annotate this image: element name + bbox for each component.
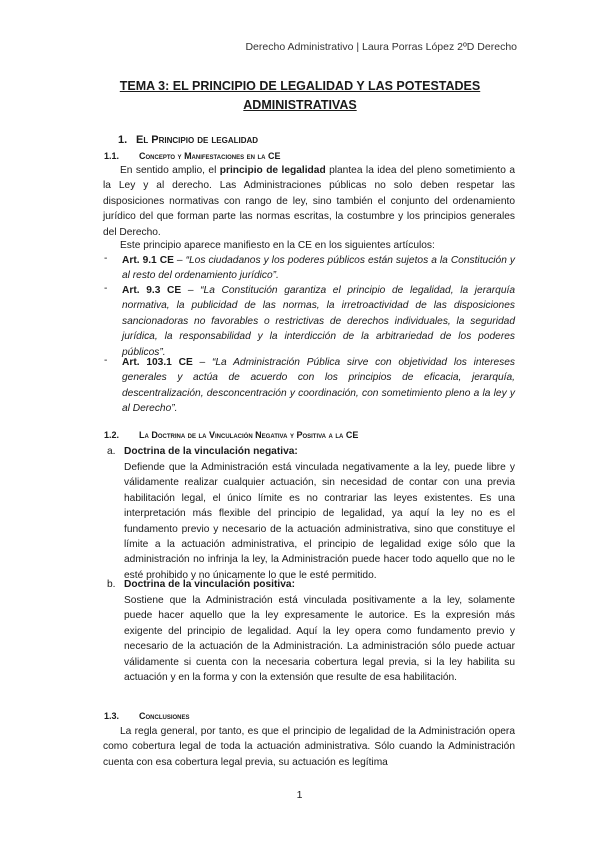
section-1-2-heading: La Doctrina de la Vinculación Negativa y Positiva a la CE [139,430,359,440]
article-label: Art. 9.3 CE [122,285,182,296]
intro-text-a: En sentido amplio, el [120,165,220,176]
list-marker-a: a. [107,446,116,457]
article-quote: “Los ciudadanos y los poderes públicos están sujetos a la Constitución y al resto del ordenamiento jurídico”. [122,255,515,282]
article-separator: – [192,357,212,368]
section-1-heading: El Principio de legalidad [136,134,259,146]
section-1-3-heading: Conclusiones [139,711,190,721]
section-1-number: 1. [118,134,128,146]
positive-doctrine-heading: Doctrina de la vinculación positiva: [124,579,295,590]
article-quote: “La Administración Pública sirve con objetividad los intereses generales y actúa de acuerdo con los principios de eficacia, jerarquía, descentralización, desconcentración y coordinación, con sometimiento pleno a la ley y al Derecho”. [122,357,516,415]
list-marker-b: b. [107,579,116,590]
negative-doctrine-heading: Doctrina de la vinculación negativa: [124,446,298,457]
article-separator: – [181,285,201,296]
intro-text-bold: principio de legalidad [219,165,326,176]
bullet-dash: - [104,355,108,366]
article-103-1-item [122,355,515,417]
section-1-1-number: 1.1. [104,151,120,161]
bullet-dash: - [104,253,108,264]
intro-paragraph [103,163,515,240]
section-1-2-number: 1.2. [104,430,120,440]
article-9-3-item [122,283,515,360]
article-label: Art. 9.1 CE [122,255,174,266]
section-1-3-number: 1.3. [104,711,120,721]
page-number: 1 [296,789,303,801]
articles-intro: Este principio aparece manifiesto en la CE en los siguientes artículos: [120,240,435,251]
conclusions-paragraph: La regla general, por tanto, es que el principio de legalidad de la Administración opera como cobertura legal de toda la actuación administrativa. Sólo cuando la Administración cuenta con esa cobertura legal previa, su actuación es legítima [103,726,515,768]
intro-text-c: plantea la idea del pleno sometimiento a la Ley y al derecho. Las Administraciones públicas no solo deben respetar las disposiciones normativas con rango de ley, sino también el conjunto del ordenamiento jurídico del que forman parte las normas escritas, la costumbre y los principios generales del Derecho. [103,165,515,238]
article-quote: “La Constitución garantiza el principio de legalidad, la jerarquía normativa, la publicidad de las normas, la irretroactividad de las disposiciones sancionadoras no favorables o restrictivas de derechos individuales, la seguridad jurídica, la responsabilidad y la interdicción de la arbitrariedad de los poderes públicos”. [122,285,515,358]
document-title: TEMA 3: EL PRINCIPIO DE LEGALIDAD Y LAS POTESTADES ADMINISTRATIVAS [119,79,481,112]
page-header: Derecho Administrativo | Laura Porras López 2ºD Derecho [245,41,517,53]
article-separator: – [173,255,186,266]
section-1-1-heading: Concepto y Manifestaciones en la CE [139,151,281,161]
negative-doctrine-text: Defiende que la Administración está vinculada negativamente a la ley, puede libre y válidamente realizar cualquier actuación, sin necesidad de contar con una previa habilitación legal, el único límite es no contrariar las leyes existentes. Es una interpretación más flexible del principio de legalidad, ya aquí la ley no es el fundamento previo y necesario de la actuación administrativa, sino que constituye el límite a la actuación administrativa, el principio de legalidad exige sólo que la administración no infrinja la ley, la Administración puede hacer todo aquello que no le esté prohibido y no únicamente lo que le esté permitido. [124,462,515,581]
bullet-dash: - [104,283,108,294]
article-9-1-item [122,253,515,284]
positive-doctrine-text: Sostiene que la Administración está vinculada positivamente a la ley, solamente puede hacer aquello que la ley expresamente le autorice. Es la expresión más exigente del principio de legalidad. Aquí la ley opera como fundamento previo y necesario de la actuación de la Administración. La administración sólo puede actuar válidamente si cuenta con la necesaria cobertura legal previa, si la ley habilita su actuación y en la forma y con la extensión que resulte de esa habilitación. [124,595,515,684]
article-label: Art. 103.1 CE [122,357,193,368]
